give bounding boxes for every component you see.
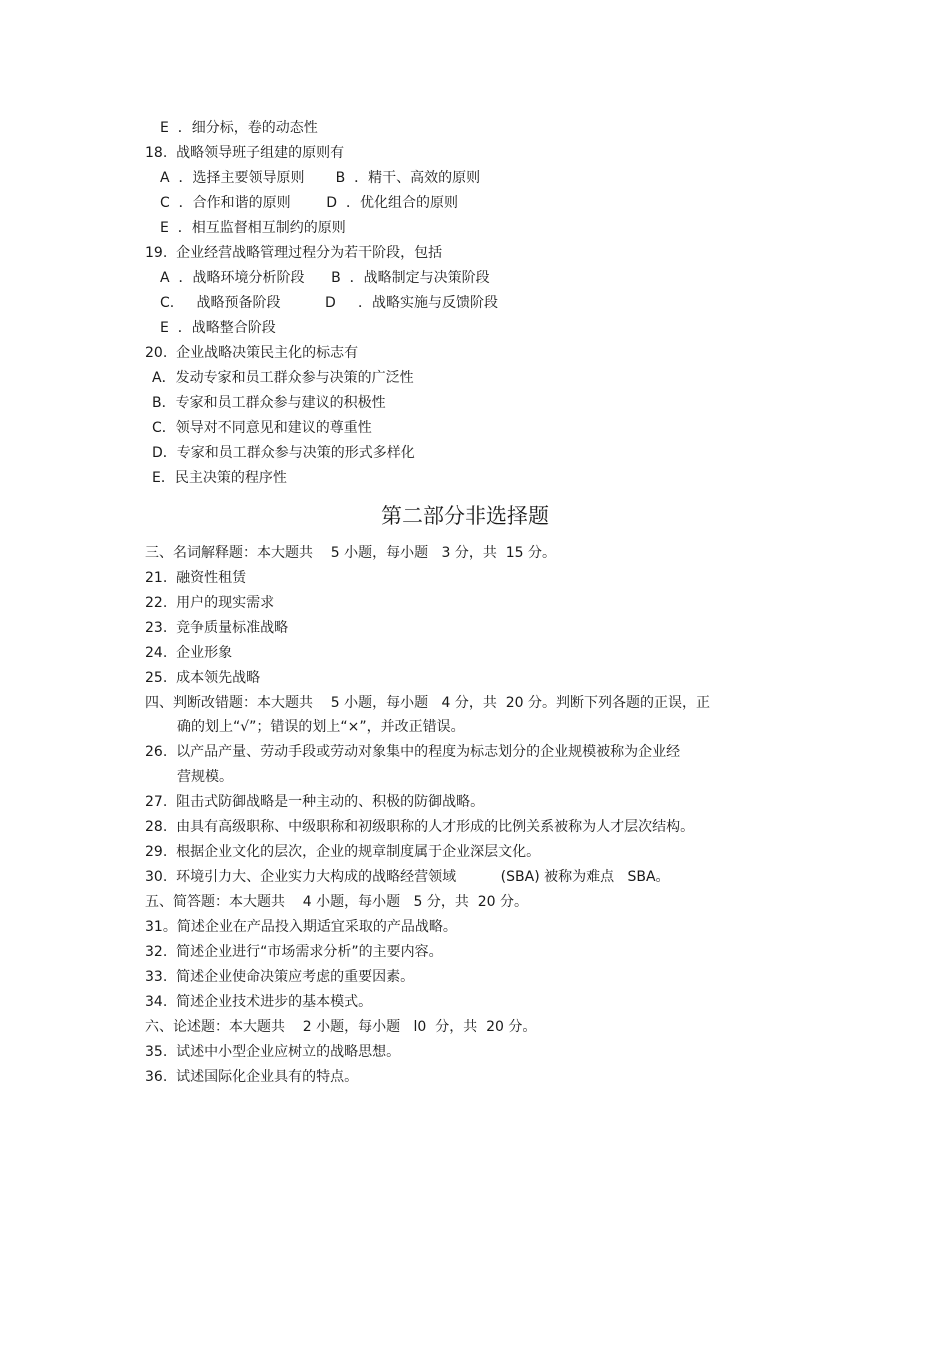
- section-heading: 三、名词解释题：本大题共 5 小题，每小题 3 分，共 15 分。: [145, 545, 557, 561]
- option-text: E ．细分标，卷的动态性: [160, 120, 318, 136]
- question-text: 18. 战略领导班子组建的原则有: [145, 145, 345, 161]
- section-heading: 五、简答题：本大题共 4 小题，每小题 5 分，共 20 分。: [145, 894, 529, 910]
- question-text: 27. 阻击式防御战略是一种主动的、积极的防御战略。: [145, 794, 485, 810]
- question-text: 19. 企业经营战略管理过程分为若干阶段，包括: [145, 245, 443, 261]
- option-text: B．专家和员工群众参与建议的积极性: [152, 395, 386, 411]
- section-heading-cont: 确的划上“√”；错误的划上“×”，并改正错误。: [177, 719, 465, 735]
- option-text: E ．战略整合阶段: [160, 320, 276, 336]
- question-text: 35. 试述中小型企业应树立的战略思想。: [145, 1044, 401, 1060]
- question-text: 36. 试述国际化企业具有的特点。: [145, 1069, 359, 1085]
- option-text: A ．选择主要领导原则 B ．精干、高效的原则: [160, 170, 481, 186]
- section-title: 第二部分非选择题: [381, 504, 549, 528]
- option-text: D．专家和员工群众参与决策的形式多样化: [152, 445, 415, 461]
- question-text: 20. 企业战略决策民主化的标志有: [145, 345, 359, 361]
- option-text: E．民主决策的程序性: [152, 470, 287, 486]
- question-text: 26. 以产品产量、劳动手段或劳动对象集中的程度为标志划分的企业规模被称为企业经: [145, 744, 681, 760]
- question-text: 34. 简述企业技术进步的基本模式。: [145, 994, 373, 1010]
- question-text: 25. 成本领先战略: [145, 670, 261, 686]
- option-text: A ．战略环境分析阶段 B ．战略制定与决策阶段: [160, 270, 490, 286]
- question-text: 23. 竞争质量标准战略: [145, 620, 289, 636]
- question-text: 22. 用户的现实需求: [145, 595, 275, 611]
- question-text: 30. 环境引力大、企业实力大构成的战略经营领域 (SBA) 被称为难点 SBA。: [145, 869, 670, 885]
- question-text: 29. 根据企业文化的层次，企业的规章制度属于企业深层文化。: [145, 844, 541, 860]
- question-text-cont: 营规模。: [177, 769, 233, 785]
- question-text: 33. 简述企业使命决策应考虑的重要因素。: [145, 969, 415, 985]
- question-text: 21. 融资性租赁: [145, 570, 247, 586]
- option-text: C ．合作和谐的原则 D ．优化组合的原则: [160, 195, 458, 211]
- question-text: 28. 由具有高级职称、中级职称和初级职称的人才形成的比例关系被称为人才层次结构。: [145, 819, 695, 835]
- option-text: E ．相互监督相互制约的原则: [160, 220, 346, 236]
- question-text: 31。简述企业在产品投入期适宜采取的产品战略。: [145, 919, 457, 935]
- section-heading: 四、判断改错题：本大题共 5 小题，每小题 4 分，共 20 分。判断下列各题的正误，正: [145, 695, 711, 711]
- question-text: 24. 企业形象: [145, 645, 233, 661]
- question-text: 32. 简述企业进行“市场需求分析”的主要内容。: [145, 944, 443, 960]
- option-text: C. 战略预备阶段 D ．战略实施与反馈阶段: [160, 295, 499, 311]
- option-text: A．发动专家和员工群众参与决策的广泛性: [152, 370, 414, 386]
- option-text: C．领导对不同意见和建议的尊重性: [152, 420, 372, 436]
- section-heading: 六、论述题：本大题共 2 小题，每小题 l0 分，共 20 分。: [145, 1019, 537, 1035]
